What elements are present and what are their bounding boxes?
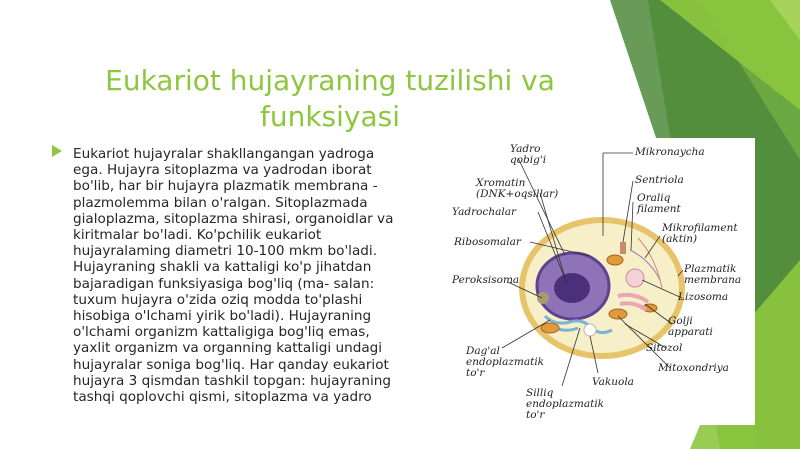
label-oraliq-filament: Oraliq filament [637,192,681,215]
body-line: o'lchami organizm kattaligiga bog'liq emas, [73,324,370,341]
label-sentriola: Sentriola [635,174,684,186]
body-line: ega. Hujayra sitoplazma va yadrodan iborat [73,162,372,179]
label-silliq-endoplazmatik-tor: Silliq endoplazmatik to'r [526,387,605,421]
label-mikrofilament: Mikrofilament (aktin) [662,222,738,245]
body-line: hisobiga o'lchami yirik bo'ladi). Hujayraning [73,308,372,325]
body-line: bo'lib, har bir hujayra plazmatik membrana - [73,178,378,195]
lysosome-shape [626,269,644,287]
body-line: hujayralar soniga bog'liq. Har qanday eukariot [73,356,389,373]
vacuole-shape [584,324,596,336]
label-peroksisoma: Peroksisoma [452,274,520,286]
mitochondria-shape [607,255,623,265]
label-mikronaycha: Mikronaycha [635,146,705,158]
label-yadrochalar: Yadrochalar [452,206,516,218]
label-yadro-qobigi: Yadro qobig'i [510,143,547,166]
label-golji-apparati: Golji apparati [668,315,713,338]
label-sitozol: Sitozol [646,342,683,354]
peroxisome-shape [537,292,549,304]
label-xromatin: Xromatin (DNK+oqsillar) [476,177,559,200]
slide-title [60,63,600,135]
label-mitoxondriya: Mitoxondriya [658,362,729,374]
body-line: yaxlit organizm va organning kattaligi undagi [73,340,383,357]
body-line: tuxum hujayra o'zida oziq modda to'plashi [73,291,363,308]
label-plazmatik-membrana: Plazmatik membrana [684,263,742,286]
body-line: Hujayraning shakli va kattaligi ko'p jihatdan [73,259,372,276]
label-vakuola: Vakuola [592,376,634,388]
nucleolus-shape [554,273,590,303]
body-line: hujayralaming diametri 10-100 mkm bo'ladi. [73,243,378,260]
body-line: gialoplazma, sitoplazma shirasi, organoidlar va [73,210,394,227]
body-line: plazmolemma bilan o'ralgan. Sitoplazmada [73,194,368,211]
body-line: kiritmalar bo'ladi. Ko'pchilik eukariot [73,227,322,244]
label-ribosomalar: Ribosomalar [454,236,521,248]
label-lizosoma: Lizosoma [678,291,729,303]
body-line: hujayra 3 qismdan tashkil topgan: hujayraning [73,372,392,389]
body-line: bajaradigan funksiyasiga bog'liq (ma- salan: [73,275,375,292]
bullet-arrow-icon [52,145,62,157]
body-paragraph [73,146,411,405]
body-line: tashqi qoplovchi qismi, sitoplazma va yadro [73,389,372,406]
centriole-shape [620,242,626,254]
cell-diagram [450,138,755,425]
title-line: funksiyasi [259,99,401,133]
body-line: Eukariot hujayralar shakllangangan yadroga [73,146,375,162]
title-line: Eukariot hujayraning tuzilishi va [105,63,555,97]
label-dagal-endoplazmatik-tor: Dag'al endoplazmatik to'r [466,345,545,379]
